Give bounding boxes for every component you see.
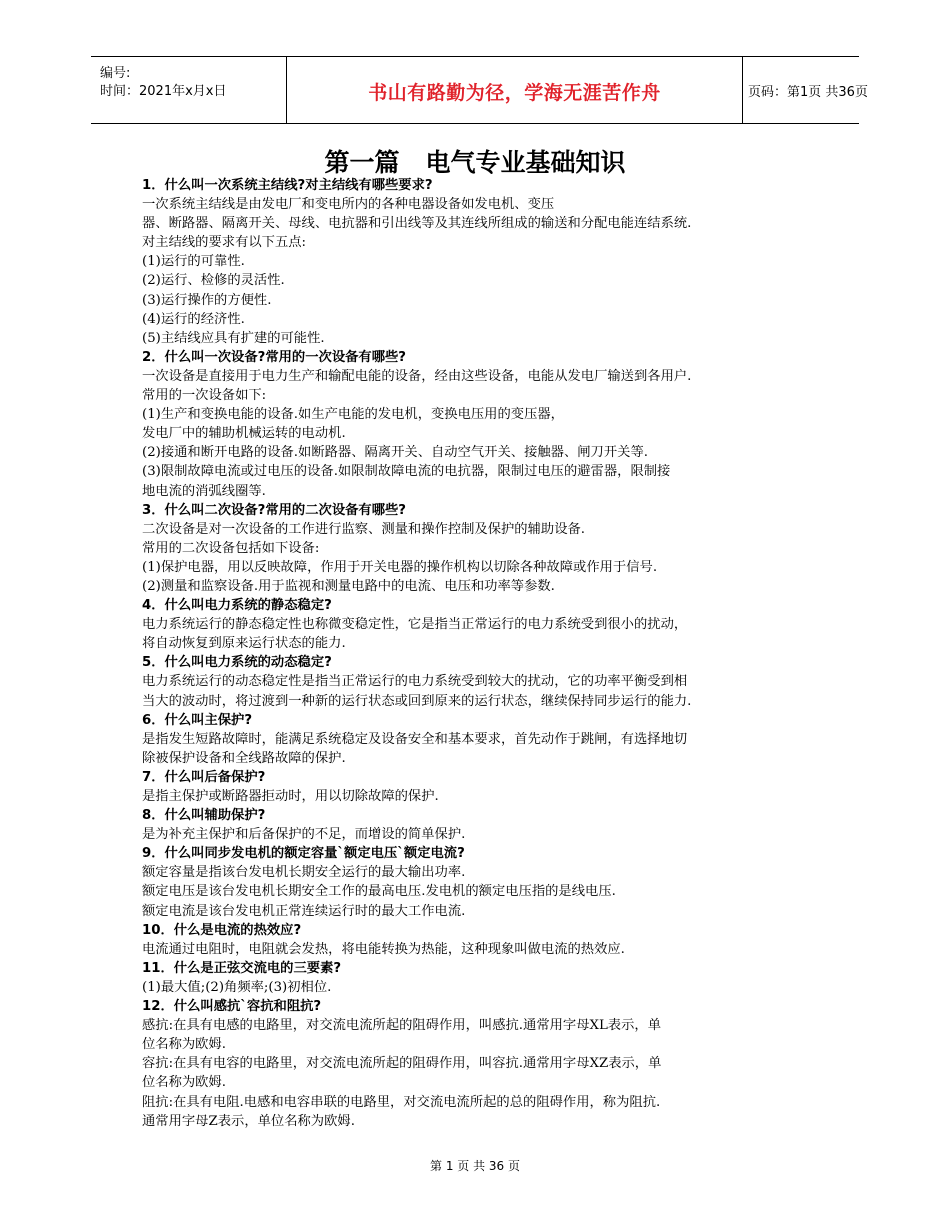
body-line: 将自动恢复到原来运行状态的能力. — [142, 636, 346, 652]
body-line: (1)保护电器，用以反映故障，作用于开关电器的操作机构以切除各种故障或作用于信号. — [142, 559, 658, 575]
body-line: (3)限制故障电流或过电压的设备.如限制故障电流的电抗器，限制过电压的避雷器，限制接 — [142, 464, 671, 480]
page-footer: 第 1 页 共 36 页 — [430, 1159, 520, 1173]
body-line: (1)最大值;(2)角频率;(3)初相位. — [142, 979, 332, 995]
body-line: (2)运行、检修的灵活性. — [142, 273, 285, 289]
header-motto: 书山有路勤为径，学海无涯苦作舟 — [368, 82, 661, 104]
body-line: 除被保护设备和全线路故障的保护. — [142, 750, 346, 766]
body-line: 发电厂中的辅助机械运转的电动机. — [142, 426, 346, 442]
question-heading: 11．什么是正弦交流电的三要素? — [142, 960, 342, 976]
body-line: (1)运行的可靠性. — [142, 254, 245, 270]
question-heading: 5．什么叫电力系统的动态稳定? — [142, 655, 332, 671]
body-line: 电力系统运行的静态稳定性也称微变稳定性，它是指当正常运行的电力系统受到很小的扰动， — [142, 617, 688, 633]
body-line: (1)生产和变换电能的设备.如生产电能的发电机，变换电压用的变压器， — [142, 407, 564, 423]
body-line: (4)运行的经济性. — [142, 311, 245, 327]
body-line: 阻抗:在具有电阻.电感和电容串联的电路里，对交流电流所起的总的阻碍作用，称为阻抗. — [142, 1094, 661, 1110]
question-heading: 7．什么叫后备保护? — [142, 769, 266, 785]
question-heading: 3．什么叫二次设备?常用的二次设备有哪些? — [142, 502, 407, 518]
question-heading: 8．什么叫辅助保护? — [142, 808, 266, 824]
document-time-label: 时间：2021年x月x日 — [100, 84, 227, 99]
header-meta-cell — [91, 57, 286, 123]
body-line: 一次设备是直接用于电力生产和输配电能的设备，经由这些设备，电能从发电厂输送到各用户. — [142, 368, 692, 384]
header-page-info: 页码：第1页 共36页 — [748, 85, 868, 100]
body-line: 通常用字母Z表示，单位名称为欧姆. — [142, 1113, 355, 1129]
body-line: 电力系统运行的动态稳定性是指当正常运行的电力系统受到较大的扰动，它的功率平衡受到相 — [142, 674, 688, 690]
body-line: 是指发生短路故障时，能满足系统稳定及设备安全和基本要求，首先动作于跳闸，有选择地切 — [142, 731, 688, 747]
question-heading: 9．什么叫同步发电机的额定容量`额定电压`额定电流? — [142, 846, 465, 862]
question-heading: 12．什么叫感抗`容抗和阻抗? — [142, 999, 322, 1015]
body-line: 一次系统主结线是由发电厂和变电所内的各种电器设备如发电机、变压 — [142, 197, 555, 213]
body-line: 容抗:在具有电容的电路里，对交流电流所起的阻碍作用，叫容抗.通常用字母XZ表示，单 — [142, 1056, 662, 1072]
body-line: 位名称为欧姆. — [142, 1075, 227, 1091]
body-line: 额定电压是该台发电机长期安全工作的最高电压.发电机的额定电压指的是线电压. — [142, 884, 616, 900]
body-line: 常用的一次设备如下: — [142, 388, 267, 404]
body-line: (3)运行操作的方便性. — [142, 292, 272, 308]
body-line: 当大的波动时，将过渡到一种新的运行状态或回到原来的运行状态，继续保持同步运行的能力. — [142, 693, 692, 709]
body-line: 器、断路器、隔离开关、母线、电抗器和引出线等及其连线所组成的输送和分配电能连结系统. — [142, 216, 692, 232]
document-title: 第一篇 电气专业基础知识 — [324, 148, 626, 177]
body-line: 二次设备是对一次设备的工作进行监察、测量和操作控制及保护的辅助设备. — [142, 521, 586, 537]
body-line: (2)测量和监察设备.用于监视和测量电路中的电流、电压和功率等参数. — [142, 578, 555, 594]
question-heading: 6．什么叫主保护? — [142, 712, 253, 728]
body-line: (2)接通和断开电路的设备.如断路器、隔离开关、自动空气开关、接触器、闸刀开关等. — [142, 445, 648, 461]
body-line: 额定电流是该台发电机正常连续运行时的最大工作电流. — [142, 903, 466, 919]
body-line: (5)主结线应具有扩建的可能性. — [142, 330, 325, 346]
body-line: 位名称为欧姆. — [142, 1037, 227, 1053]
header-page-cell — [742, 57, 868, 123]
document-number-label: 编号: — [100, 66, 131, 81]
question-heading: 10．什么是电流的热效应? — [142, 922, 302, 938]
body-line: 感抗:在具有电感的电路里，对交流电流所起的阻碍作用，叫感抗.通常用字母XL表示，单 — [142, 1018, 661, 1034]
body-line: 是指主保护或断路器拒动时，用以切除故障的保护. — [142, 789, 439, 804]
body-line: 常用的二次设备包括如下设备: — [142, 540, 320, 556]
header-motto-cell — [286, 57, 743, 123]
body-line: 地电流的消弧线圈等. — [142, 483, 266, 499]
body-line: 是为补充主保护和后备保护的不足，而增设的简单保护. — [142, 827, 466, 843]
body-line: 电流通过电阻时，电阻就会发热，将电能转换为热能，这种现象叫做电流的热效应. — [142, 941, 625, 957]
question-heading: 4．什么叫电力系统的静态稳定? — [142, 598, 332, 614]
question-heading: 1．什么叫一次系统主结线?对主结线有哪些要求? — [142, 178, 433, 193]
question-heading: 2．什么叫一次设备?常用的一次设备有哪些? — [142, 349, 407, 365]
document-body — [142, 176, 822, 1131]
body-line: 对主结线的要求有以下五点: — [142, 235, 307, 251]
page-header — [91, 56, 868, 124]
body-line: 额定容量是指该台发电机长期安全运行的最大输出功率. — [142, 865, 466, 881]
